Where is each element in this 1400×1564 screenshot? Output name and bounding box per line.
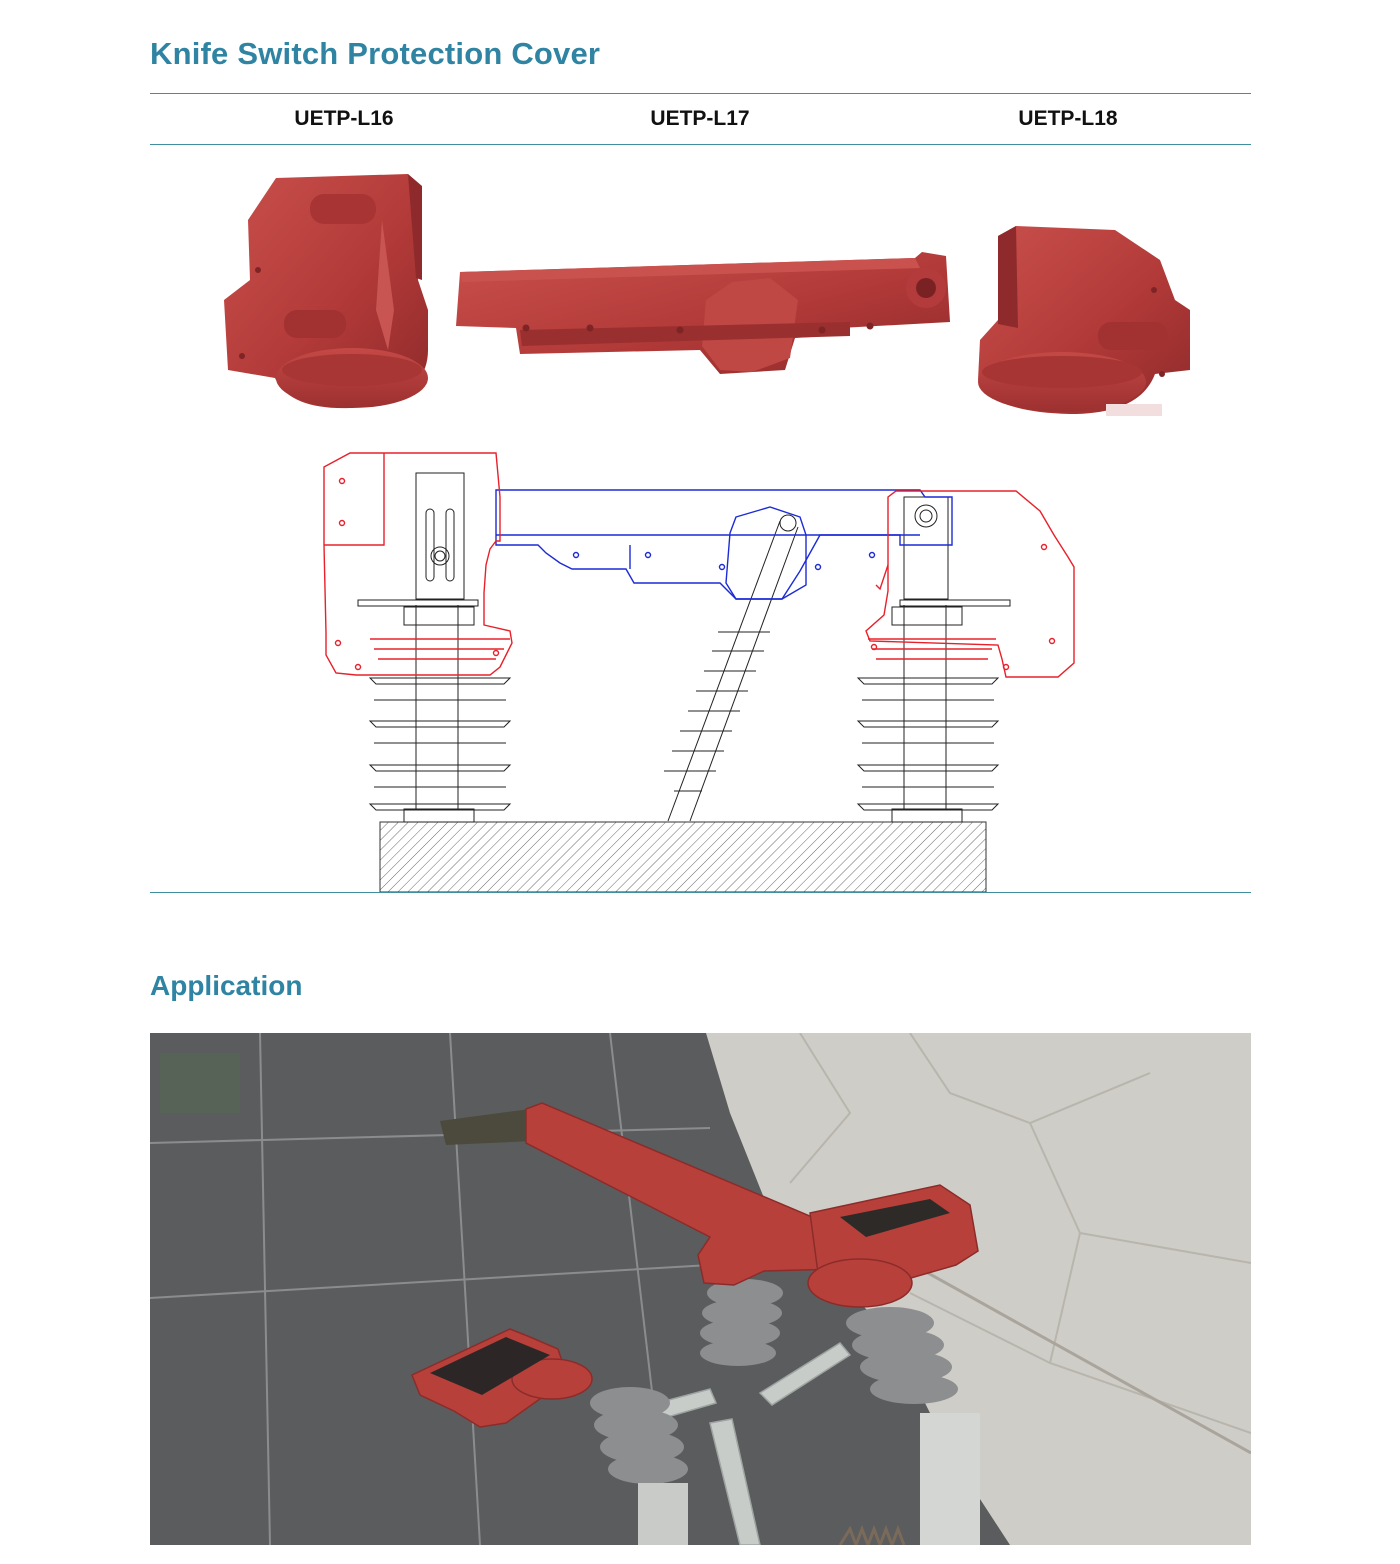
model-label-l16: UETP-L16	[294, 107, 394, 130]
model-label-l18: UETP-L18	[1018, 107, 1118, 130]
technical-drawing	[300, 445, 1100, 895]
product-image-l17	[456, 252, 950, 374]
model-label-l17: UETP-L17	[650, 107, 750, 130]
model-header-row	[150, 94, 1251, 144]
application-scene	[150, 1033, 1251, 1545]
product-images	[150, 160, 1251, 430]
header-rule-bottom	[150, 144, 1251, 145]
product-illustrations	[150, 160, 1251, 430]
application-heading: Application	[150, 970, 303, 1001]
application-photo	[150, 1033, 1251, 1545]
switch-assembly-drawing	[300, 445, 1100, 895]
page-title: Knife Switch Protection Cover	[150, 36, 601, 71]
drawing-bottom-rule	[150, 892, 1251, 893]
product-image-l18	[978, 226, 1190, 416]
product-image-l16	[224, 174, 428, 408]
